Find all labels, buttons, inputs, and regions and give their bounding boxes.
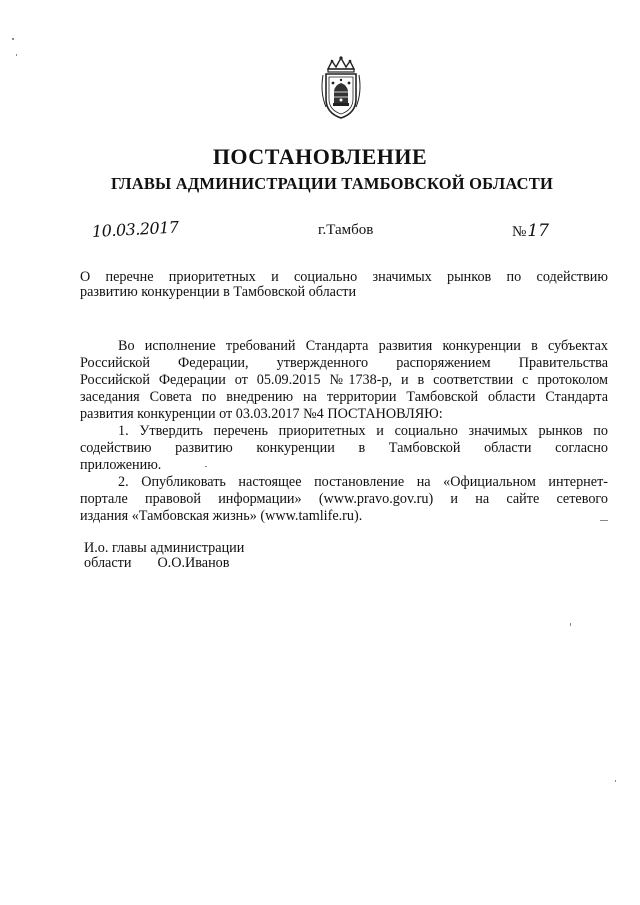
item-2-line: издания «Тамбовская жизнь» (www.tamlife.ru). (80, 508, 363, 524)
signature-position-line-2 (84, 556, 244, 571)
scan-speck (12, 38, 14, 40)
document-body (80, 338, 608, 525)
scan-speck (16, 54, 17, 56)
item-1-line: 1. Утвердить перечень приоритетных и социально значимых рынков по (118, 423, 608, 439)
document-subtitle: ГЛАВЫ АДМИНИСТРАЦИИ ТАМБОВСКОЙ ОБЛАСТИ (111, 174, 553, 193)
scan-speck (600, 520, 608, 521)
number-prefix: № (512, 224, 527, 240)
subject-line: развитию конкуренции в Тамбовской области (80, 284, 357, 300)
scan-speck (205, 466, 207, 467)
body-line: Российской Федерации от 05.09.2015 №1738-р, и в соответствии с протоколом (80, 372, 608, 388)
item-2-line: портале правовой информации» (www.pravo.gov.ru) и на сайте сетевого (80, 491, 608, 507)
signature-name: О.О.Иванов (157, 555, 230, 571)
body-line: Во исполнение требований Стандарта развития конкуренции в субъектах (118, 338, 608, 354)
item-1-line: содействию развитию конкуренции в Тамбовской области согласно (80, 440, 608, 456)
signature-position: И.о. главы администрации (84, 540, 245, 556)
subject-line: О перечне приоритетных и социально значимых рынков по содействию (80, 269, 608, 285)
document-date: 10.03.2017 (91, 217, 179, 241)
document-city: г.Тамбов (318, 222, 374, 238)
item-1-line: приложению. (80, 457, 162, 473)
signature-region: области (84, 555, 132, 571)
body-line: заседания Совета по внедрению на территории Тамбовской области Стандарта (80, 389, 608, 405)
coat-of-arms-icon (318, 55, 364, 121)
document-title: ПОСТАНОВЛЕНИЕ (212, 144, 428, 169)
scan-speck (570, 623, 571, 626)
signature-block (84, 541, 244, 571)
scan-speck (615, 780, 616, 782)
number-value: 17 (527, 221, 549, 241)
body-line: развития конкуренции от 03.03.2017 №4 ПОСТАНОВЛЯЮ: (80, 406, 443, 422)
document-subject (80, 270, 608, 300)
item-2-line: 2. Опубликовать настоящее постановление на «Официальном интернет- (118, 474, 608, 490)
body-line: Российской Федерации, утвержденного распоряжением Правительства (80, 355, 608, 371)
document-number (512, 221, 549, 241)
